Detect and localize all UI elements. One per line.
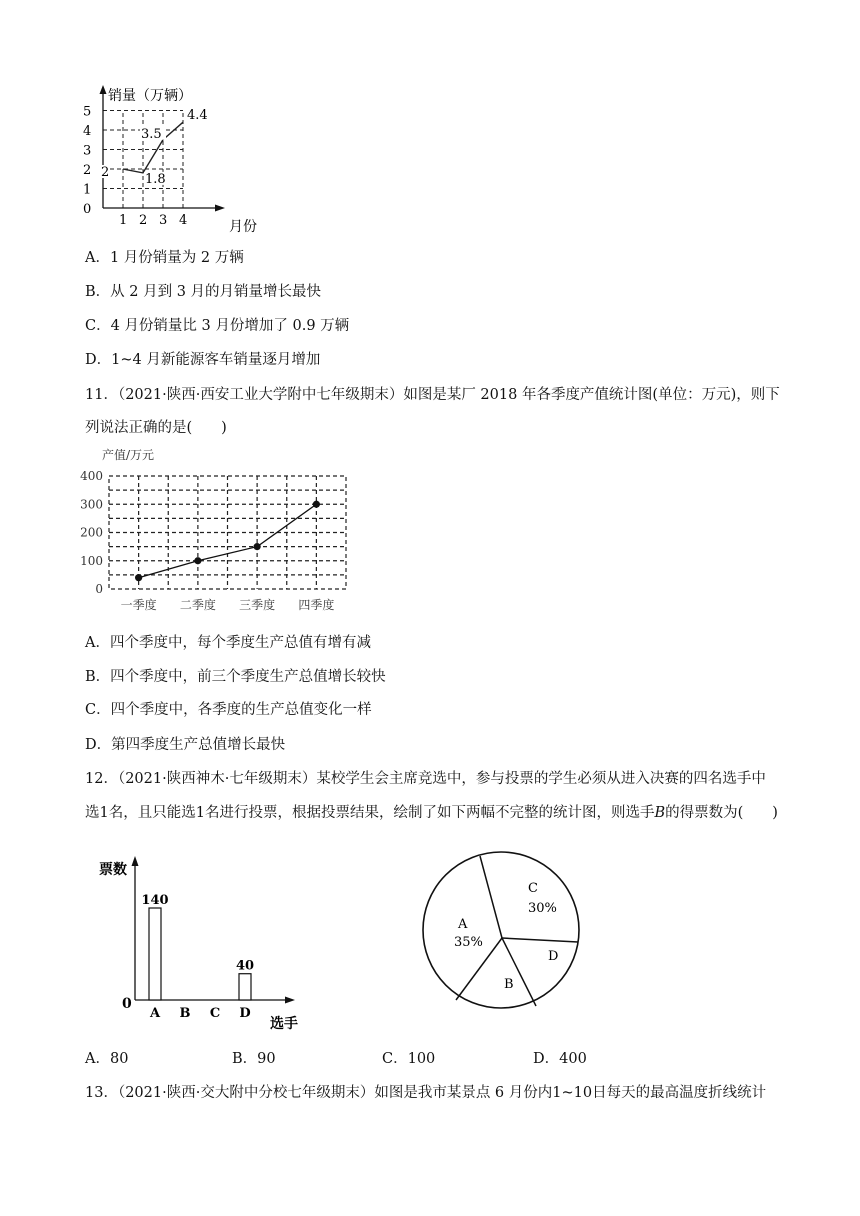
q10-option-c: C．4 月份销量比 3 月份增加了 0.9 万辆 (85, 318, 350, 334)
pie-slice-label: D (548, 949, 559, 964)
chart1-y-tick-label: 4 (83, 124, 92, 139)
chart2-data-point (254, 543, 261, 550)
chart3-x-tick-label: B (179, 1006, 191, 1021)
q11-option-d: D．第四季度生产总值增长最快 (85, 737, 286, 753)
pie-slice-label: C (528, 881, 538, 896)
chart1-x-axis-label: 月份 (229, 219, 257, 235)
pie-slice-percent: 35% (454, 935, 483, 950)
votes-bar-chart (95, 850, 315, 1030)
chart1-y-axis-label: 销量（万辆） (108, 88, 192, 104)
chart3-x-tick-label: C (209, 1006, 221, 1021)
chart1-y-tick-label: 3 (83, 143, 92, 159)
chart3-x-axis-arrow (285, 997, 295, 1004)
q11-option-a: A．四个季度中，每个季度生产总值有增有减 (85, 635, 371, 651)
pie-slice-percent: 30% (528, 901, 557, 916)
chart1-x-tick-label: 2 (139, 213, 148, 228)
q12-stem-line2-a: 选1名，且只能选1名进行投票，根据投票结果，绘制了如下两幅不完整的统计图，则选手 (85, 805, 655, 821)
chart1-series (100, 108, 212, 187)
chart3-data-label: 40 (235, 958, 255, 974)
chart3-data-label: 140 (141, 893, 169, 908)
q10-option-b: B．从 2 月到 3 月的月销量增长最快 (85, 284, 322, 300)
sales-line-chart (75, 78, 275, 238)
q12-option-c: C．100 (382, 1051, 436, 1067)
pie-slice-label: A (458, 917, 468, 932)
q12-option-b: B．90 (232, 1051, 276, 1067)
chart3-x-tick-label: D (239, 1006, 251, 1021)
chart1-grid (103, 111, 183, 209)
chart3-y-axis-arrow (132, 856, 139, 866)
chart1-y-axis-arrow (100, 85, 107, 94)
pie-slice-boundary (502, 938, 578, 942)
chart1-y-tick-label: 2 (83, 163, 92, 178)
chart2-data-point (313, 501, 320, 508)
chart1-y-tick-label: 0 (83, 202, 92, 217)
q12-stem-line1: 12．（2021·陕西神木·七年级期末）某校学生会主席竞选中，参与投票的学生必须从进入决赛的四名选手中 (85, 771, 766, 787)
chart1-data-label: 1.8 (145, 171, 166, 187)
chart1-data-label: 2 (101, 165, 110, 180)
chart1-x-tick-label: 1 (119, 213, 128, 228)
pie-outline (423, 852, 579, 1008)
chart3-bars (141, 893, 254, 1000)
chart1-x-tick-label: 4 (179, 213, 188, 228)
chart3-origin-label: 0 (122, 996, 132, 1012)
chart2-x-tick-label: 一季度 (120, 598, 157, 612)
chart2-y-tick-label: 0 (95, 582, 103, 596)
pie-slice-boundary (480, 856, 502, 938)
q13-stem-line1: 13．（2021·陕西·交大附中分校七年级期末）如图是我市某景点 6 月份内1~10日每天的最高温度折线统计 (85, 1085, 767, 1101)
votes-pie-chart (420, 832, 590, 1022)
chart1-data-label: 3.5 (141, 126, 162, 142)
chart3-x-tick-label: A (149, 1006, 161, 1021)
q12-option-a: A．80 (85, 1051, 129, 1067)
chart2-grid (109, 476, 346, 589)
chart1-data-label: 4.4 (187, 108, 208, 124)
chart1-x-tick-label: 3 (159, 213, 168, 228)
chart1-x-axis-arrow (215, 205, 225, 212)
q11-option-b: B．四个季度中，前三个季度生产总值增长较快 (85, 669, 386, 685)
chart2-data-point (135, 574, 142, 581)
chart4-labels (454, 881, 558, 992)
q12-stem-line2-b: 的得票数为( ) (665, 805, 778, 821)
chart2-x-tick-label: 四季度 (298, 598, 335, 612)
q10-option-a: A．1 月份销量为 2 万辆 (85, 250, 244, 266)
chart2-x-tick-label: 三季度 (239, 598, 276, 612)
output-value-line-chart (78, 446, 368, 618)
chart3-x-axis-label: 选手 (270, 1016, 298, 1030)
q11-option-c: C．四个季度中，各季度的生产总值变化一样 (85, 702, 372, 718)
q11-stem-line2: 列说法正确的是( ) (85, 420, 227, 436)
q11-stem-line1: 11．（2021·陕西·西安工业大学附中七年级期末）如图是某厂 2018 年各季度产值统计图(单位：万元)，则下 (85, 387, 780, 403)
q12-stem-line2 (85, 801, 778, 822)
q10-option-d: D．1~4 月新能源客车销量逐月增加 (85, 352, 321, 368)
q12-option-d: D．400 (533, 1051, 587, 1067)
pie-slice-boundary (502, 938, 536, 1006)
pie-slice-label: B (504, 977, 514, 992)
chart2-x-tick-label: 二季度 (179, 598, 216, 612)
chart2-y-axis-label: 产值/万元 (102, 448, 155, 462)
chart2-y-tick-label: 200 (80, 525, 103, 540)
chart1-ticks (83, 105, 187, 229)
chart3-y-axis-label: 票数 (99, 862, 127, 878)
chart1-y-tick-label: 5 (83, 104, 92, 120)
q12-variable-b: B (654, 805, 666, 821)
chart3-bar (149, 908, 161, 1000)
chart3-ticks (149, 1006, 251, 1021)
chart1-y-tick-label: 1 (83, 182, 92, 198)
chart2-y-tick-label: 300 (80, 497, 103, 512)
chart2-y-tick-label: 100 (80, 553, 103, 568)
chart2-data-point (194, 557, 201, 564)
chart3-bar (239, 974, 251, 1000)
chart2-y-tick-label: 400 (80, 469, 103, 483)
